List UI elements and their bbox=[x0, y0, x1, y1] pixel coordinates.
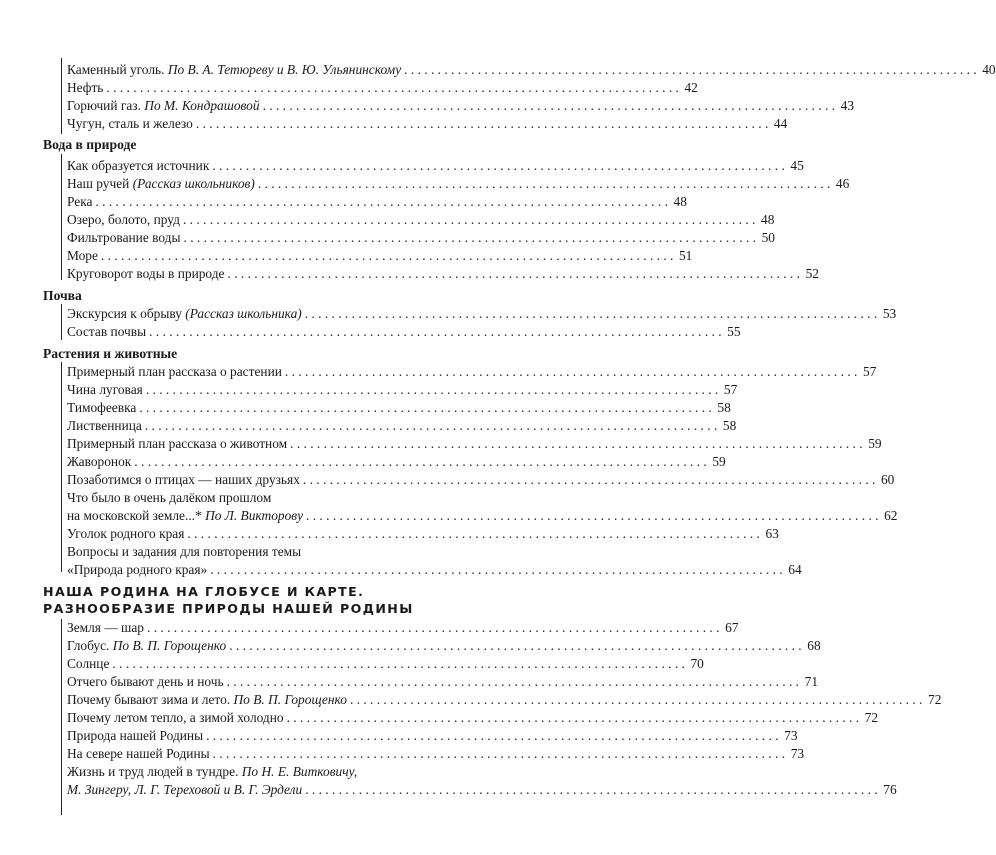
leader-dots bbox=[213, 745, 785, 763]
leader-dots bbox=[303, 471, 875, 489]
page-number: 58 bbox=[722, 418, 737, 433]
section-heading-soil: Почва bbox=[43, 288, 82, 303]
page-number: 59 bbox=[712, 454, 726, 469]
leader-dots bbox=[212, 157, 784, 175]
toc-entry[interactable] bbox=[67, 265, 819, 283]
section-heading-plants: Растения и животные bbox=[43, 346, 178, 361]
part-heading-line2: РАЗНООБРАЗИЕ ПРИРОДЫ НАШЕЙ РОДИНЫ bbox=[43, 601, 414, 616]
entry-author: (Рассказ школьников) bbox=[132, 176, 255, 191]
section-rule bbox=[61, 619, 62, 815]
page-number: 48 bbox=[761, 212, 775, 227]
page-number: 53 bbox=[882, 306, 897, 321]
entry-title: Природа нашей Родины bbox=[67, 728, 204, 743]
leader-dots bbox=[285, 363, 857, 381]
page-number: 68 bbox=[807, 638, 821, 653]
page-number: 60 bbox=[880, 472, 895, 487]
entry-author: М. Зингеру, Л. Г. Тереховой и В. Г. Эрдели bbox=[67, 782, 303, 797]
leader-dots bbox=[206, 727, 778, 745]
entry-title: Море bbox=[67, 248, 98, 263]
leader-dots bbox=[145, 417, 717, 435]
leader-dots bbox=[184, 229, 756, 247]
entry-title: Примерный план рассказа о растении bbox=[67, 364, 282, 379]
entry-title: Фильтрование воды bbox=[67, 230, 181, 245]
leader-dots bbox=[139, 399, 711, 417]
entry-title: На севере нашей Родины bbox=[67, 746, 210, 761]
leader-dots bbox=[350, 691, 922, 709]
part-heading-line1: НАША РОДИНА НА ГЛОБУСЕ И КАРТЕ. bbox=[43, 584, 365, 599]
toc-entry[interactable] bbox=[67, 655, 704, 673]
entry-title: Лиственница bbox=[67, 418, 142, 433]
entry-title: Как образуется источник bbox=[67, 158, 210, 173]
entry-title: Глобус. bbox=[67, 638, 113, 653]
toc-entry[interactable] bbox=[67, 745, 805, 763]
leader-dots bbox=[229, 637, 801, 655]
leader-dots bbox=[287, 709, 859, 727]
page-number: 59 bbox=[868, 436, 882, 451]
toc-entry[interactable] bbox=[67, 157, 804, 175]
leader-dots bbox=[290, 435, 862, 453]
section-rule bbox=[61, 58, 62, 134]
page-number: 51 bbox=[678, 248, 693, 263]
page-number: 44 bbox=[773, 116, 788, 131]
page-number: 46 bbox=[835, 176, 850, 191]
toc-entry[interactable] bbox=[67, 691, 942, 709]
page-number: 73 bbox=[784, 728, 798, 743]
leader-dots bbox=[101, 247, 673, 265]
entry-title: Река bbox=[67, 194, 93, 209]
entry-title: Жизнь и труд людей в тундре. bbox=[67, 764, 242, 779]
entry-title: Примерный план рассказа о животном bbox=[67, 436, 288, 451]
leader-dots bbox=[112, 655, 684, 673]
leader-dots bbox=[183, 211, 755, 229]
toc-entry[interactable] bbox=[67, 525, 779, 543]
leader-dots bbox=[134, 453, 706, 471]
entry-author: По В. А. Тетюреву и В. Ю. Ульянинскому bbox=[167, 62, 402, 77]
leader-dots bbox=[147, 619, 719, 637]
toc-entry[interactable] bbox=[67, 381, 738, 399]
leader-dots bbox=[210, 561, 782, 579]
page-number: 55 bbox=[727, 324, 741, 339]
page-number: 73 bbox=[790, 746, 805, 761]
page-number: 57 bbox=[862, 364, 877, 379]
entry-title: Каменный уголь. bbox=[67, 62, 168, 77]
entry-author: По Л. Викторову bbox=[205, 508, 304, 523]
page-number: 70 bbox=[690, 656, 704, 671]
leader-dots bbox=[306, 507, 878, 525]
entry-title: Нефть bbox=[67, 80, 104, 95]
entry-title: Экскурсия к обрыву bbox=[67, 306, 186, 321]
page-number: 43 bbox=[840, 98, 855, 113]
entry-title: Жаворонок bbox=[67, 454, 132, 469]
section-rule bbox=[61, 362, 62, 572]
toc-entry[interactable] bbox=[67, 637, 821, 655]
toc-entry[interactable] bbox=[67, 399, 731, 417]
entry-title: Круговорот воды в природе bbox=[67, 266, 225, 281]
page-number: 62 bbox=[884, 508, 898, 523]
entry-title: Почему летом тепло, а зимой холодно bbox=[67, 710, 284, 725]
entry-title: Почему бывают зима и лето. bbox=[67, 692, 234, 707]
page-number: 71 bbox=[804, 674, 819, 689]
leader-dots bbox=[404, 61, 976, 79]
section-heading-water: Вода в природе bbox=[43, 137, 137, 152]
toc-entry-coal[interactable] bbox=[67, 61, 996, 79]
toc-entry[interactable] bbox=[67, 363, 877, 381]
toc-entry-oil[interactable] bbox=[67, 79, 698, 97]
entry-author: По В. П. Горощенко bbox=[233, 692, 347, 707]
entry-title-line[interactable]: Что было в очень далёком прошлом bbox=[67, 490, 272, 505]
page-number: 57 bbox=[723, 382, 738, 397]
leader-dots bbox=[227, 673, 799, 691]
entry-author: (Рассказ школьника) bbox=[185, 306, 302, 321]
toc-entry[interactable] bbox=[67, 561, 802, 579]
entry-title: Позаботимся о птицах — наших друзьях bbox=[67, 472, 300, 487]
page-number: 50 bbox=[761, 230, 775, 245]
page-number: 64 bbox=[788, 562, 802, 577]
toc-entry[interactable] bbox=[67, 323, 741, 341]
page-number: 48 bbox=[673, 194, 687, 209]
leader-dots bbox=[149, 323, 721, 341]
entry-title: «Природа родного края» bbox=[67, 562, 208, 577]
toc-entry-iron[interactable] bbox=[67, 115, 788, 133]
section-rule bbox=[61, 304, 62, 340]
toc-entry[interactable] bbox=[67, 471, 895, 489]
entry-title: Чугун, сталь и железо bbox=[67, 116, 193, 131]
leader-dots bbox=[106, 79, 678, 97]
toc-entry[interactable] bbox=[67, 175, 850, 193]
entry-title: Чина луговая bbox=[67, 382, 143, 397]
entry-title: на московской земле...* bbox=[67, 508, 206, 523]
page-number: 76 bbox=[883, 782, 897, 797]
entry-title: Состав почвы bbox=[67, 324, 147, 339]
entry-title: Наш ручей bbox=[67, 176, 133, 191]
toc-entry[interactable] bbox=[67, 781, 897, 799]
leader-dots bbox=[305, 305, 877, 323]
toc-entry[interactable] bbox=[67, 507, 898, 525]
page-number: 58 bbox=[717, 400, 731, 415]
leader-dots bbox=[263, 97, 835, 115]
leader-dots bbox=[305, 781, 877, 799]
toc-entry[interactable] bbox=[67, 453, 726, 471]
leader-dots bbox=[258, 175, 830, 193]
entry-title: Солнце bbox=[67, 656, 110, 671]
toc-entry[interactable] bbox=[67, 305, 897, 323]
toc-entry[interactable] bbox=[67, 417, 737, 435]
toc-entry[interactable] bbox=[67, 193, 687, 211]
toc-entry[interactable] bbox=[67, 709, 879, 727]
entry-title-line[interactable] bbox=[67, 763, 494, 781]
page-number: 72 bbox=[864, 710, 879, 725]
entry-title: Уголок родного края bbox=[67, 526, 185, 541]
toc-entry[interactable] bbox=[67, 619, 739, 637]
entry-title: Горючий газ. bbox=[67, 98, 145, 113]
entry-author: По В. П. Горощенко bbox=[112, 638, 227, 653]
entry-author: По Н. Е. Витковичу, bbox=[241, 764, 358, 779]
page-number: 67 bbox=[725, 620, 739, 635]
page-number: 63 bbox=[765, 526, 779, 541]
entry-title: Озеро, болото, пруд bbox=[67, 212, 180, 227]
toc-entry[interactable] bbox=[67, 435, 882, 453]
toc-entry[interactable] bbox=[67, 673, 819, 691]
toc-entry[interactable] bbox=[67, 727, 798, 745]
page-number: 52 bbox=[805, 266, 819, 281]
entry-author: По М. Кондрашовой bbox=[144, 98, 260, 113]
leader-dots bbox=[95, 193, 667, 211]
leader-dots bbox=[196, 115, 768, 133]
page-number: 45 bbox=[790, 158, 804, 173]
toc-entry[interactable] bbox=[67, 229, 775, 247]
toc-entry[interactable] bbox=[67, 211, 775, 229]
leader-dots bbox=[146, 381, 718, 399]
entry-title: Отчего бывают день и ночь bbox=[67, 674, 224, 689]
leader-dots bbox=[228, 265, 800, 283]
entry-title: Тимофеевка bbox=[67, 400, 137, 415]
entry-title-line[interactable]: Вопросы и задания для повторения темы bbox=[67, 544, 302, 559]
leader-dots bbox=[187, 525, 759, 543]
entry-title: Земля — шар bbox=[67, 620, 145, 635]
section-rule bbox=[61, 154, 62, 280]
page-number: 72 bbox=[928, 692, 942, 707]
page-number: 40 bbox=[982, 62, 996, 77]
toc-entry-gas[interactable] bbox=[67, 97, 855, 115]
toc-entry[interactable] bbox=[67, 247, 693, 265]
page-number: 42 bbox=[684, 80, 698, 95]
